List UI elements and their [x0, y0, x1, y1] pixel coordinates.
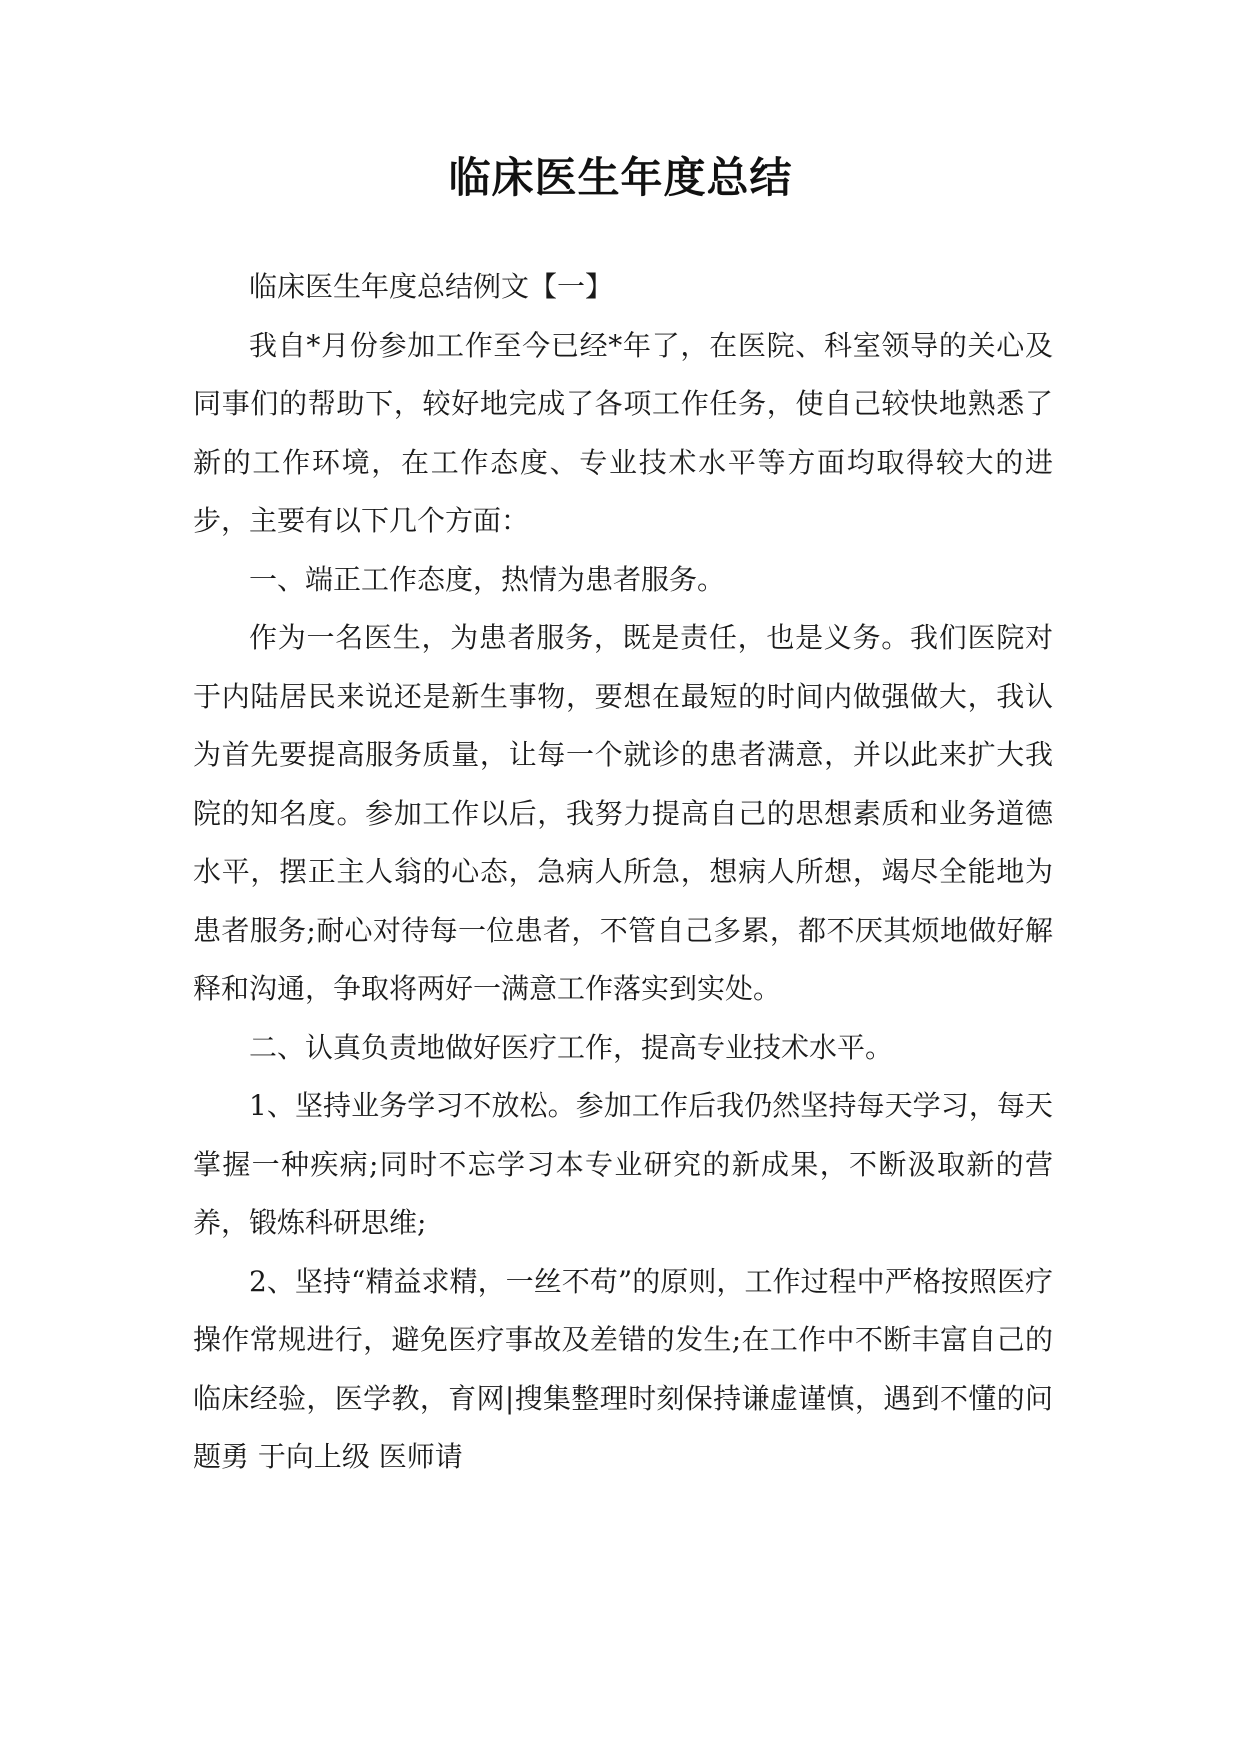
paragraph-section-two-heading: 二、认真负责地做好医疗工作，提高专业技术水平。 [249, 1030, 894, 1064]
paragraph-section-one-heading: 一、端正工作态度，热情为患者服务。 [249, 562, 726, 596]
paragraph-item-two: 2、坚持“精益求精，一丝不苟”的原则，工作过程中严格按照医疗操作常规进行，避免医疗事故及差错的发生;在工作中不断丰富自己的临床经验，医学教，育网|搜集整理时刻保持谦虚谨慎，遇到不懂的问题勇 于向上级 医师请 [193, 1264, 1053, 1473]
paragraph-heading-example-one: 临床医生年度总结例文【一】 [249, 270, 614, 303]
document-body [193, 258, 1053, 1487]
paragraph-intro: 我自*月份参加工作至今已经*年了，在医院、科室领导的关心及同事们的帮助下，较好地完成了各项工作任务，使自己较快地熟悉了新的工作环境，在工作态度、专业技术水平等方面均取得较大的进步，主要有以下几个方面： [193, 328, 1053, 537]
paragraph-section-one-body: 作为一名医生，为患者服务，既是责任，也是义务。我们医院对于内陆居民来说还是新生事物，要想在最短的时间内做强做大，我认为首先要提高服务质量，让每一个就诊的患者满意，并以此来扩大我院的知名度。参加工作以后，我努力提高自己的思想素质和业务道德水平，摆正主人翁的心态，急病人所急，想病人所想，竭尽全能地为患者服务;耐心对待每一位患者，不管自己多累，都不厌其烦地做好解释和沟通，争取将两好一满意工作落实到实处。 [193, 621, 1053, 1005]
document-title: 临床医生年度总结 [448, 153, 793, 202]
paragraph-item-one: 1、坚持业务学习不放松。参加工作后我仍然坚持每天学习，每天掌握一种疾病;同时不忘学习本专业研究的新成果，不断汲取新的营养，锻炼科研思维; [193, 1089, 1053, 1239]
